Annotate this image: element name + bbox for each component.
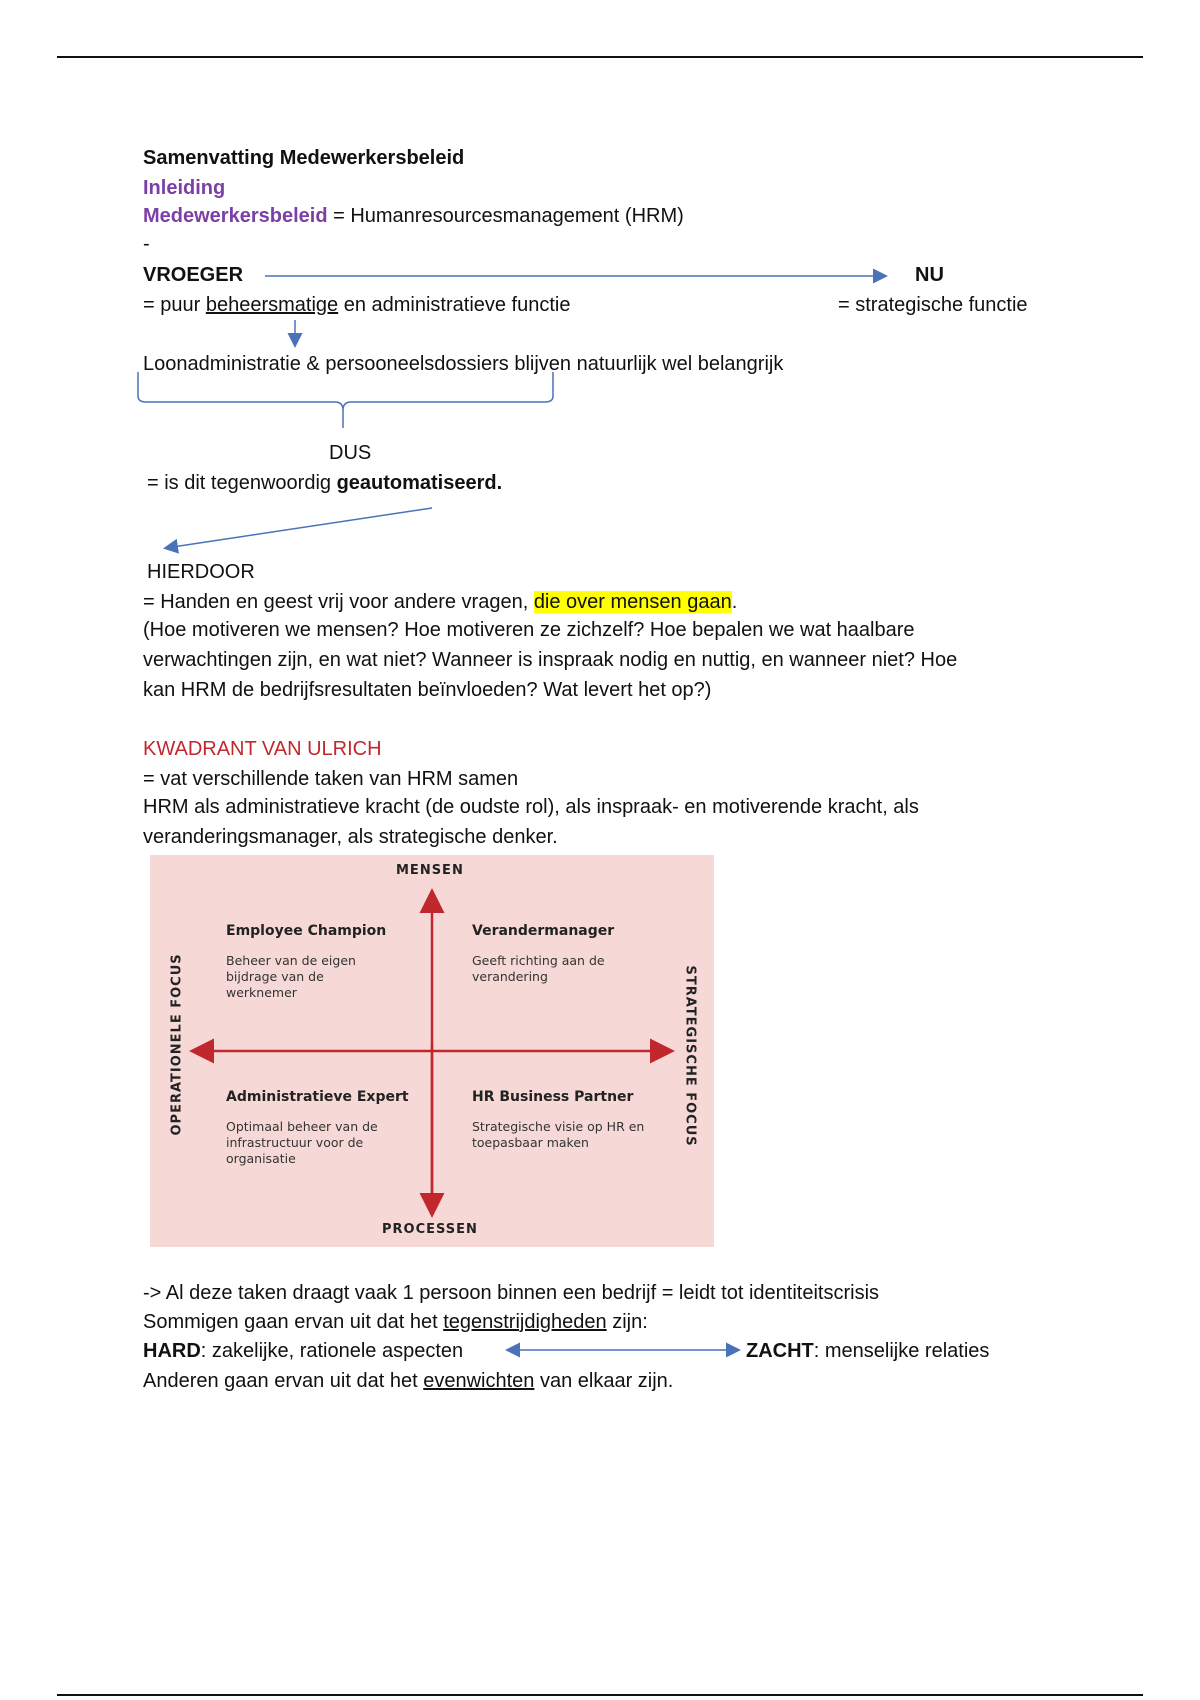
hard-bold: HARD <box>143 1340 201 1362</box>
after-line-4-underlined: evenwichten <box>423 1370 535 1392</box>
q4-title: HR Business Partner <box>472 1089 634 1105</box>
loon-brace <box>138 372 553 428</box>
vroeger-desc-prefix: = puur <box>143 294 206 316</box>
after-line-2-underlined: tegenstrijdigheden <box>443 1311 607 1333</box>
after-line-1: -> Al deze taken draagt vaak 1 persoon binnen een bedrijf = leidt tot identiteitscrisis <box>143 1282 880 1304</box>
q3-desc: Optimaal beheer van de infrastructuur voor de organisatie <box>226 1119 378 1166</box>
dash-line: - <box>143 233 150 255</box>
q2-desc: Geeft richting aan de verandering <box>472 953 605 984</box>
nu-label: NU <box>915 264 944 286</box>
dus-prefix: = is dit tegenwoordig <box>147 472 337 494</box>
q1-title: Employee Champion <box>226 923 387 939</box>
after-line-2-prefix: Sommigen gaan ervan uit dat het <box>143 1311 444 1333</box>
ulrich-line: = vat verschillende taken van HRM samen <box>143 768 519 790</box>
q4-desc: Strategische visie op HR en toepasbaar maken <box>472 1119 645 1150</box>
q1-desc: Beheer van de eigen bijdrage van de werknemer <box>226 953 356 1000</box>
axis-left-label: OPERATIONELE FOCUS <box>169 953 185 1136</box>
ulrich-line: veranderingsmanager, als strategische denker. <box>143 826 558 848</box>
hierdoor-suffix: . <box>731 591 738 613</box>
vroeger-desc-underlined: beheersmatige <box>205 294 339 316</box>
definition-rest: = Humanresourcesmanagement (HRM) <box>327 205 684 227</box>
ulrich-heading: KWADRANT VAN ULRICH <box>143 738 382 760</box>
vroeger-label: VROEGER <box>143 264 244 286</box>
vroeger-desc-suffix: en administratieve functie <box>338 294 571 316</box>
axis-right-label: STRATEGISCHE FOCUS <box>682 965 698 1147</box>
ulrich-line: HRM als administratieve kracht (de oudste rol), als inspraak- en motiverende kracht, als <box>143 796 919 818</box>
loon-line: Loonadministratie & persooneelsdossiers blijven natuurlijk wel belangrijk <box>143 353 784 375</box>
after-line-2-suffix: zijn: <box>606 1311 648 1333</box>
axis-bottom-label: PROCESSEN <box>382 1222 478 1237</box>
q2-title: Verandermanager <box>472 923 615 939</box>
section-heading: Inleiding <box>143 177 226 199</box>
zacht-bold: ZACHT <box>746 1340 814 1362</box>
dus-label: DUS <box>329 442 372 464</box>
after-line-4-suffix: van elkaar zijn. <box>534 1370 674 1392</box>
q3-title: Administratieve Expert <box>226 1089 409 1105</box>
question-line: verwachtingen zijn, en wat niet? Wanneer is inspraak nodig en nuttig, en wanneer niet? Hoe <box>143 649 958 671</box>
definition-term: Medewerkersbeleid <box>143 205 328 227</box>
nu-description: = strategische functie <box>838 294 1028 316</box>
after-line-4-prefix: Anderen gaan ervan uit dat het <box>143 1370 424 1392</box>
question-line: kan HRM de bedrijfsresultaten beïnvloeden? Wat levert het op?) <box>143 679 712 701</box>
hierdoor-highlight: die over mensen gaan <box>533 591 732 613</box>
axis-top-label: MENSEN <box>396 863 464 878</box>
hierdoor-prefix: = Handen en geest vrij voor andere vragen, <box>143 591 534 613</box>
hierdoor-label: HIERDOOR <box>147 561 255 583</box>
zacht-rest: : menselijke relaties <box>813 1340 990 1362</box>
hard-rest: : zakelijke, rationele aspecten <box>200 1340 464 1362</box>
dus-bold: geautomatiseerd. <box>336 472 503 494</box>
document-title: Samenvatting Medewerkersbeleid <box>143 147 465 169</box>
question-line: (Hoe motiveren we mensen? Hoe motiveren ze zichzelf? Hoe bepalen we wat haalbare <box>143 619 915 641</box>
dus-hierdoor-arrow <box>166 508 432 548</box>
